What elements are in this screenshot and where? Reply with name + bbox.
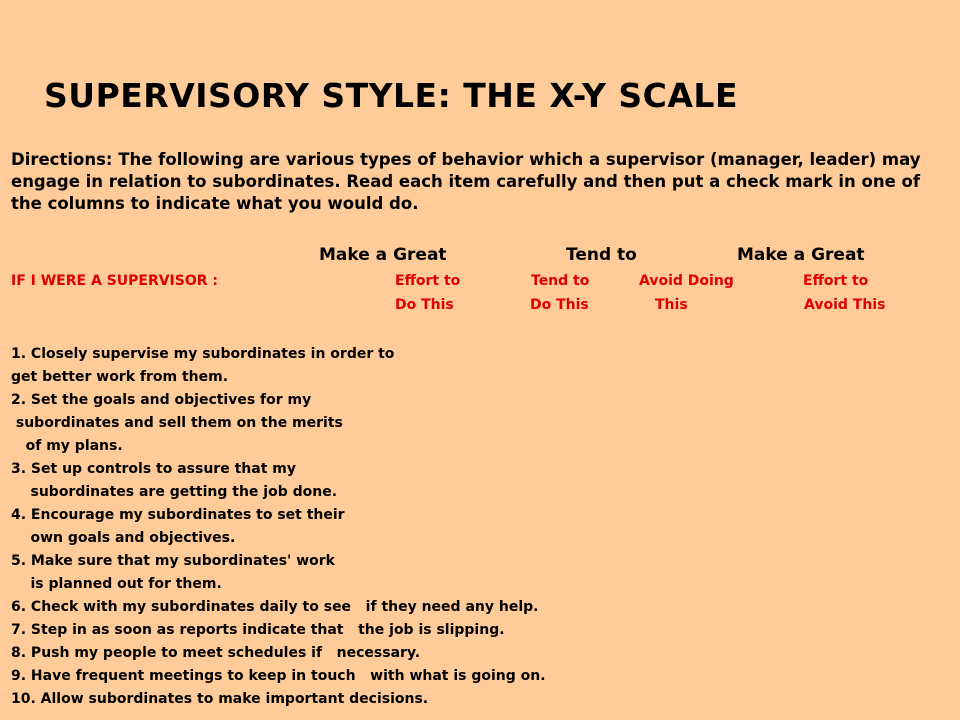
supervisor-prompt: IF I WERE A SUPERVISOR : xyxy=(11,273,218,289)
column-header-tend-to: Tend to xyxy=(566,245,637,265)
list-item: 1. Closely supervise my subordinates in order to xyxy=(11,346,395,362)
column-subheader-2: Tend to xyxy=(531,273,590,289)
list-item: 2. Set the goals and objectives for my xyxy=(11,392,312,408)
list-item: 3. Set up controls to assure that my xyxy=(11,461,296,477)
list-item: 6. Check with my subordinates daily to see if they need any help. xyxy=(11,599,539,615)
column-header-great-effort: Make a Great xyxy=(319,245,447,265)
list-item: subordinates are getting the job done. xyxy=(11,484,338,500)
list-item: subordinates and sell them on the merits xyxy=(11,415,343,431)
list-item: is planned out for them. xyxy=(11,576,222,592)
column-subheader-2b: Do This xyxy=(530,297,589,313)
column-subheader-3: Avoid Doing xyxy=(639,273,734,289)
directions-text: Directions: The following are various types of behavior which a supervisor (manager, leader) may engage in relation to subordinates. Read each item carefully and then put a check mark in one of the columns to indicate what you would do. xyxy=(11,150,921,213)
column-subheader-3b: This xyxy=(655,297,688,313)
list-item: 7. Step in as soon as reports indicate that the job is slipping. xyxy=(11,622,505,638)
behavior-list xyxy=(11,343,546,711)
list-item: 5. Make sure that my subordinates' work xyxy=(11,553,335,569)
column-subheader-4b: Avoid This xyxy=(804,297,886,313)
list-item: get better work from them. xyxy=(11,369,229,385)
column-subheader-4: Effort to xyxy=(803,273,869,289)
list-item: 4. Encourage my subordinates to set their xyxy=(11,507,345,523)
list-item: 8. Push my people to meet schedules if necessary. xyxy=(11,645,421,661)
column-header-great-avoid: Make a Great xyxy=(737,245,865,265)
list-item: 10. Allow subordinates to make important decisions. xyxy=(11,691,429,707)
list-item: 9. Have frequent meetings to keep in touch with what is going on. xyxy=(11,668,546,684)
list-item: own goals and objectives. xyxy=(11,530,236,546)
column-subheader-1b: Do This xyxy=(395,297,454,313)
column-subheader-1: Effort to xyxy=(395,273,461,289)
page-title: SUPERVISORY STYLE: THE X-Y SCALE xyxy=(44,76,738,115)
list-item: of my plans. xyxy=(11,438,123,454)
